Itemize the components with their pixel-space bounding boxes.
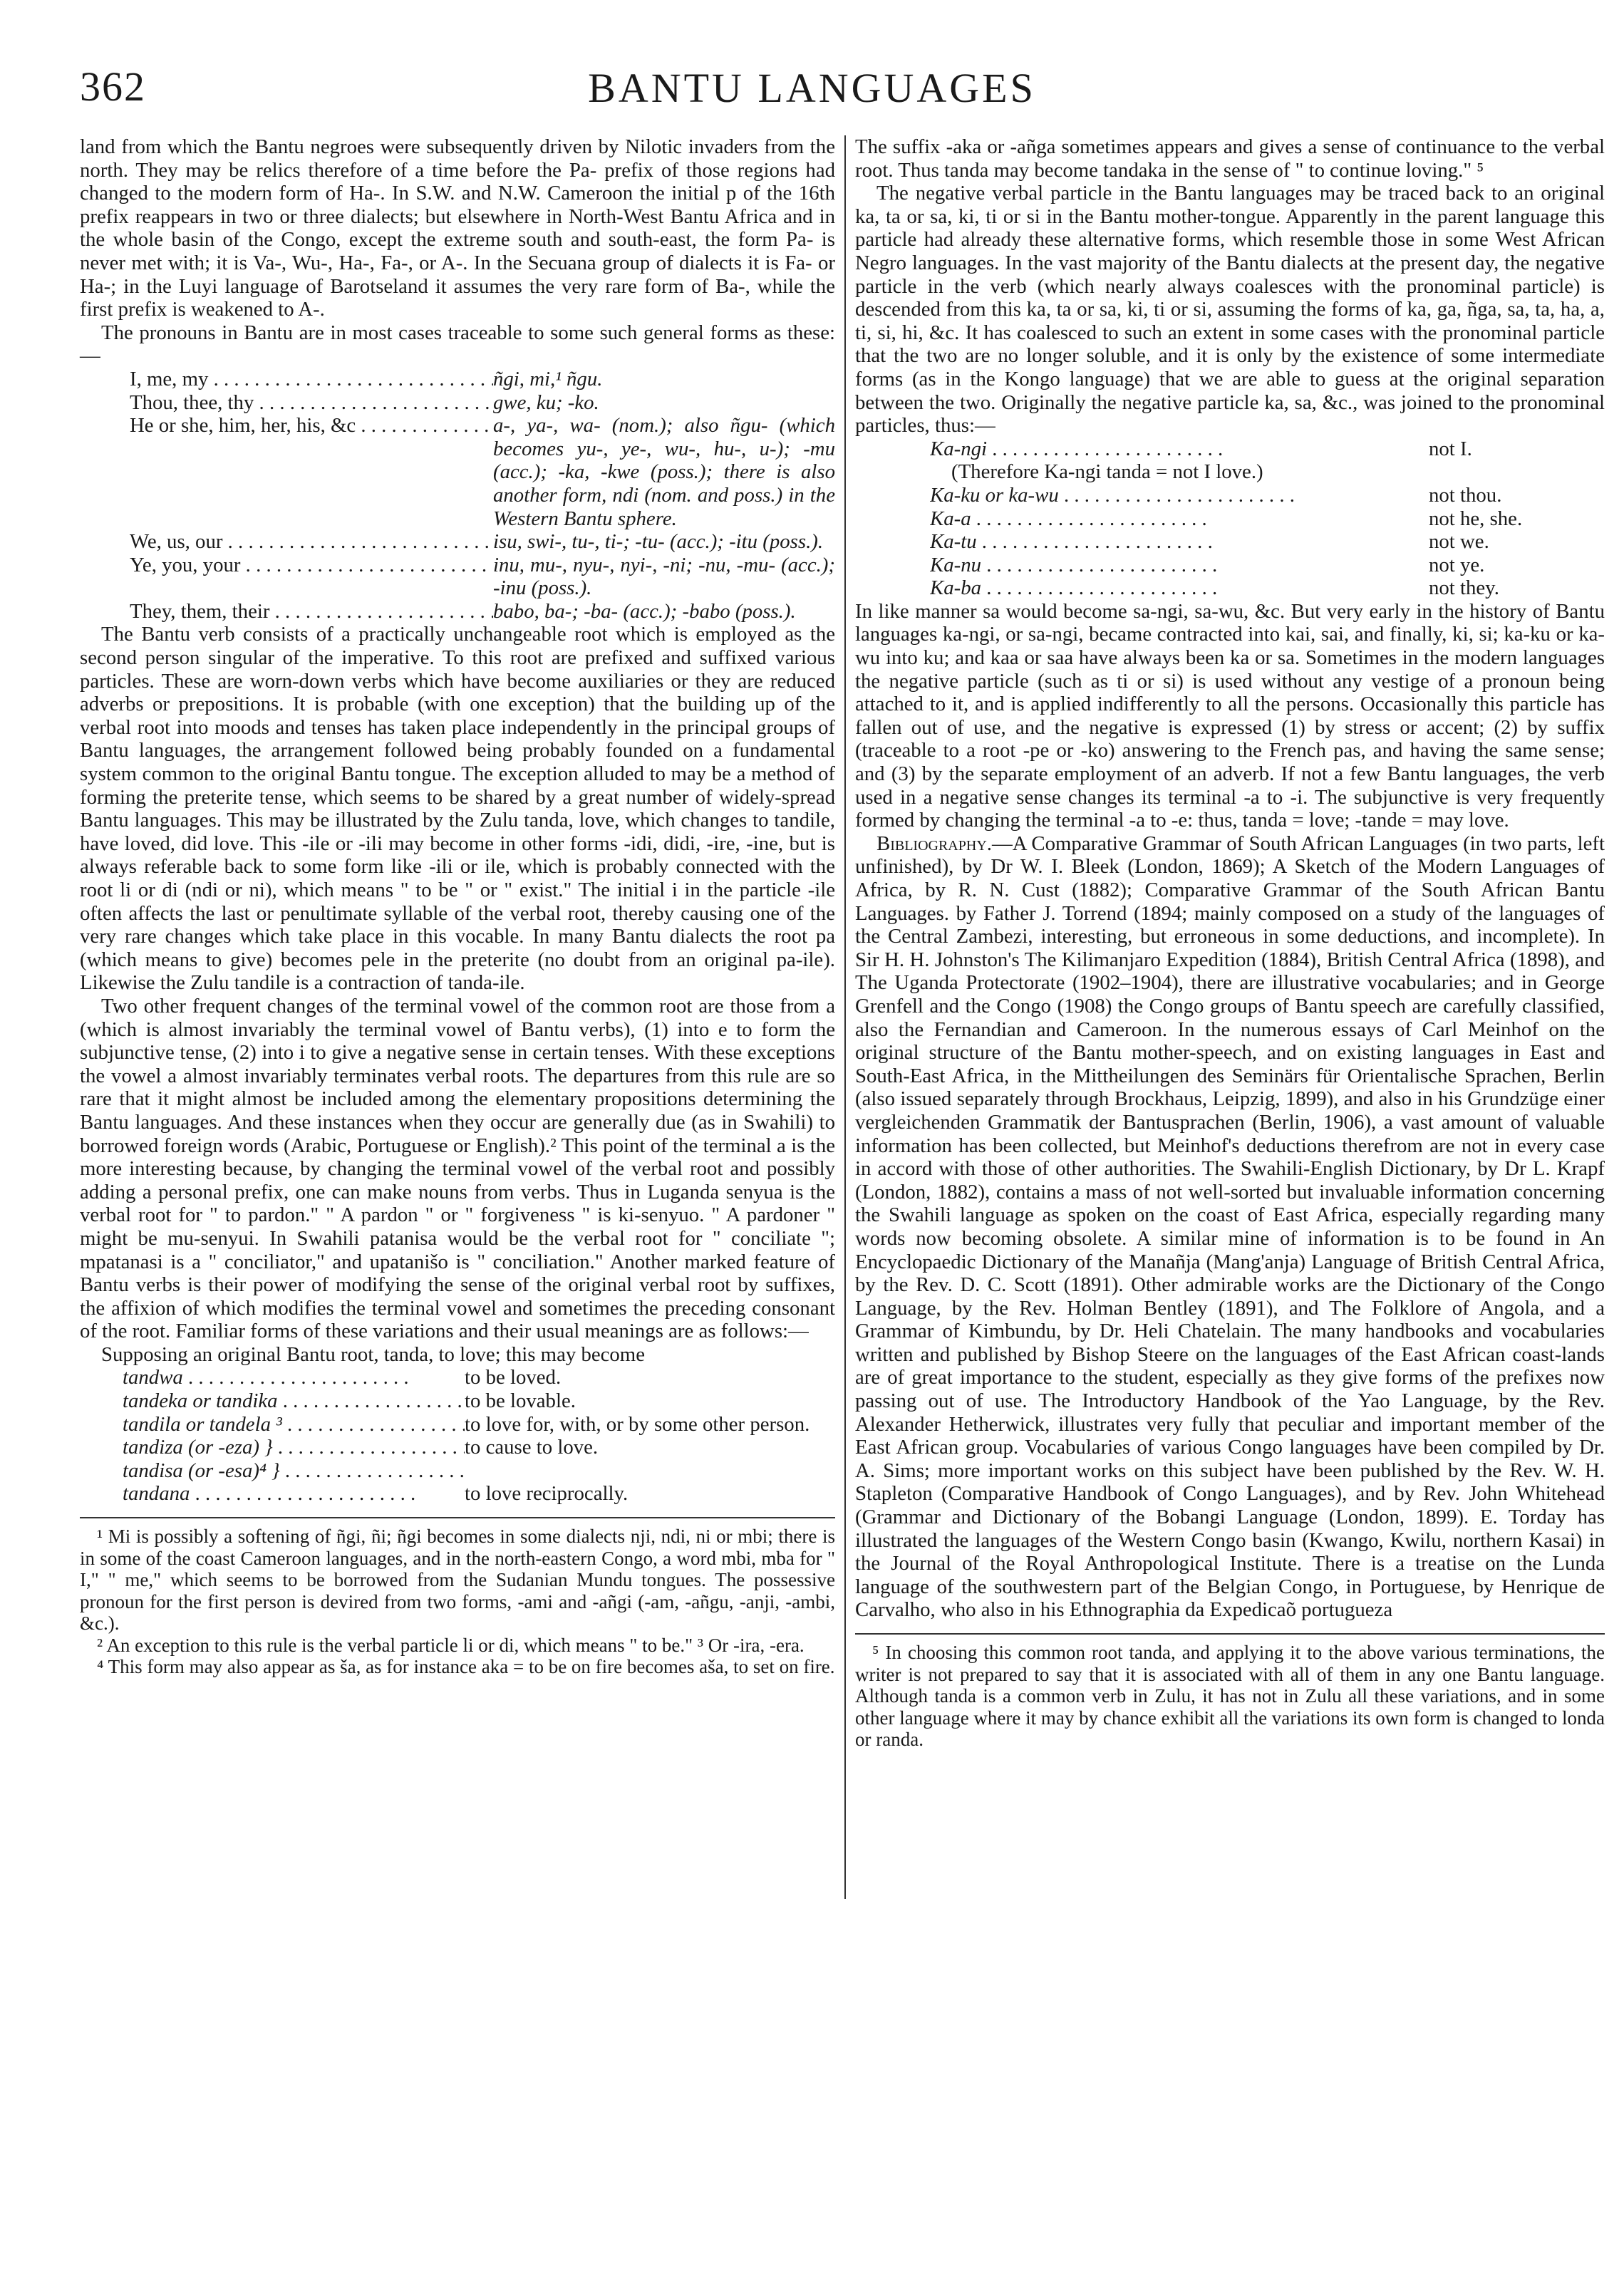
negative-meaning: not we. xyxy=(1429,530,1489,554)
left-column xyxy=(80,135,835,1678)
variation-meaning: to love for, with, or by some other person. xyxy=(465,1412,810,1436)
bibliography-paragraph xyxy=(855,832,1605,1622)
paragraph: The suffix -aka or -añga sometimes appears and gives a sense of continuance to the verbal root. Thus tanda may become tandaka in the sense of " to continue loving." ⁵ xyxy=(855,135,1605,182)
pronoun-label: I, me, my . . . xyxy=(130,368,493,391)
paragraph: Two other frequent changes of the terminal vowel of the common root are those from a (which is almost invariably the terminal vowel of Bantu verbs), (1) into e to form the subjunctive tense, (2) into i to give a negative sense in certain tenses. With these exceptions the vowel a almost invariably terminates verbal roots. The departures from this rule are so rare that it might almost be included among the elementary propositions determining the Bantu languages. And these instances when they occur are generally due (as in Swahili) to borrowed foreign words (Arabic, Portuguese or English).² This point of the terminal a is the more interesting because, by changing the terminal vowel of the verbal root and possibly adding a personal prefix, one can make nouns from verbs. Thus in Luganda senyua is the verbal root for " to pardon." " A pardon " or " forgiveness " is ki-senyuo. " A pardoner " might be mu-senyui. In Swahili patanisa would be the verbal root for " conciliate "; mpatanasi is a " conciliator," and upatanišo is " conciliation." Another marked feature of Bantu verbs is their power of modifying the sense of the original verbal root by suffixes, the affixion of which modifies the terminal vowel and sometimes the preceding consonant of the root. Familiar forms of these variations and their usual meanings are as follows:— xyxy=(80,994,835,1343)
footnotes xyxy=(80,1526,835,1678)
negative-form: Ka-tu . . . xyxy=(930,530,1429,554)
negative-note: (Therefore Ka-ngi tanda = not I love.) xyxy=(951,460,1263,484)
pronoun-label: Ye, you, your . . . xyxy=(130,554,493,600)
negative-form: Ka-ku or ka-wu . . . xyxy=(930,484,1429,507)
pronoun-label: Thou, thee, thy . . . xyxy=(130,391,493,415)
negative-form: Ka-nu . . . xyxy=(930,554,1429,577)
verb-variation-table xyxy=(123,1366,835,1506)
pronoun-label: We, us, our . . . xyxy=(130,530,493,554)
variation-form: tandwa . . . xyxy=(123,1366,465,1389)
pronoun-forms: inu, mu-, nyu-, nyi-, -ni; -nu, -mu- (acc.); -inu (poss.). xyxy=(493,553,835,600)
page-number: 362 xyxy=(80,63,146,110)
bibliography-text: —A Comparative Grammar of South African Languages (in two parts, left unfinished), by Dr W. I. Bleek (London, 1869); A Sketch of the Modern Languages of Africa, by R. N. Cust (1882); Comparative Grammar of the South African Bantu Languages. by Father J. Torrend (1894; mainly composed on a study of the languages of the Central Zambezi, interesting, but erroneous in some deductions, and incomplete). In Sir H. H. Johnston's The Kilimanjaro Expedition (1884), British Central Africa (1898), and The Uganda Protectorate (1902–1904), there are illustrative vocabularies; and in George Grenfell and the Congo (1908) the Congo groups of Bantu speech are carefully classified, also the Fernandian and Cameroon. In the numerous essays of Carl Meinhof on the original structure of the Bantu mother-speech, and on existing languages in East and South-East Africa, in the Mittheilungen des Seminärs für Orientalische Sprachen, Berlin (also issued separately through Brockhaus, Leipzig, 1899), and also in his Grundzüge einer vergleichenden Grammatik der Bantusprachen (Berlin, 1906), a vast amount of valuable information has been collected, but Meinhof's deductions therefrom are not in every case in accord with those of other authorities. The Swahili-English Dictionary, by Dr L. Krapf (London, 1882), contains a mass of not well-sorted but invaluable information concerning the Swahili language as spoken on the coast of East Africa, especially regarding many words now becoming obsolete. A similar mine of information is to be found in An Encyclopaedic Dictionary of the Manañja (Mang'anja) Language of British Central Africa, by the Rev. D. C. Scott (1891). Other admirable works are the Dictionary of the Congo Language, by the Rev. Holman Bentley (1891), and The Folklore of Angola, and a Grammar of Kimbundu, by Dr. Heli Chatelain. The many handbooks and vocabularies written and published by Bishop Steere on the languages of the East African coast-lands are of great importance to the student, especially as they give forms of the prefixes now passing out of use. The Introductory Handbook of the Yao Language, by the Rev. Alexander Hetherwick, illustrates very fully that peculiar and important member of the East African group. Vocabularies of various Congo languages have been compiled by Dr. A. Sims; more important works on this subject have been published by the Rev. W. H. Stapleton (Comparative Handbook of Congo Languages), and by Rev. John Whitehead (Grammar and Dictionary of the Bobangi Language (London, 1899). E. Torday has illustrated the languages of the Western Congo basin (Kwango, Kwilu, northern Kasai) in the Journal of the Royal Anthropological Institute. There is a treatise on the Lunda language of the southwestern part of the Belgian Congo, in Portuguese, by Henrique de Carvalho, who also in his Ethnographia da Expedicaõ portugueza xyxy=(855,832,1605,1622)
paragraph: land from which the Bantu negroes were subsequently driven by Nilotic invaders from the north. They may be relics therefore of a time before the Pa- prefix of those regions had changed to the modern form of Ha-. In S.W. and N.W. Cameroon the initial p of the 16th prefix reappears in two or three dialects; but elsewhere in North-West Bantu Africa and in the whole basin of the Congo, except the extreme south and south-east, the form Pa- is never met with; it is Va-, Wu-, Ha-, Fa-, or A-. In the Secuana group of dialects it is Fa- or Ha-; in the Luyi language of Barotseland it assumes the very rare form of Ba-, while the first prefix is weakened to A-. xyxy=(80,135,835,321)
pronoun-forms: isu, swi-, tu-, ti-; -tu- (acc.); -itu (poss.). xyxy=(493,530,824,554)
paragraph: In like manner sa would become sa-ngi, sa-wu, &c. But very early in the history of Bantu languages ka-ngi, or sa-ngi, became contracted into kai, sai, and finally, ki, si; ka-ku or ka-wu into ku; and kaa or saa have always been ka or sa. Sometimes in the modern languages the negative particle (such as ti or si) is used without any vestige of a pronoun being attached to it, and is applied indifferently to all the persons. Occasionally this particle has fallen out of use, and the negative is expressed (1) by stress or accent; (2) by suffix (traceable to a root -pe or -ko) answering to the French pas, and having the same sense; and (3) by the separate employment of an adverb. If not a few Bantu languages, the verb used in a negative sense changes its terminal -a to -i. The subjunctive is very frequently formed by changing the terminal -a to -e: thus, tanda = love; -tande = may love. xyxy=(855,599,1605,832)
column-divider xyxy=(844,135,846,1899)
negative-form: Ka-ba . . . xyxy=(930,576,1429,600)
variation-meaning: to love reciprocally. xyxy=(465,1482,629,1506)
negative-form: Ka-a . . . xyxy=(930,507,1429,531)
negative-meaning: not he, she. xyxy=(1429,507,1523,530)
pronoun-label: They, them, their . . . xyxy=(130,600,493,623)
variation-form: tandiza (or -eza) } . . . xyxy=(123,1436,465,1459)
negative-form: Ka-ngi . . . xyxy=(930,437,1429,461)
footnote: ¹ Mi is possibly a softening of ñgi, ñi; ñgi becomes in some dialects nji, ndi, ni or mbi; there is in some of the coast Cameroon languages, and in the north-eastern Congo, a word mbi, mba for " I," " me," which seems to be borrowed from the Sudanian Mundu tongues. The possessive pronoun for the first person is devired from two forms, -ami and -añgi (-am, -añgu, -anji, -ambi, &c.). xyxy=(80,1526,835,1635)
variation-meaning: to cause to love. xyxy=(465,1436,599,1459)
footnote-rule xyxy=(855,1633,1605,1635)
variation-form: tandisa (or -esa)⁴ } . . . xyxy=(123,1459,465,1483)
negative-meaning: not thou. xyxy=(1429,483,1502,507)
right-column xyxy=(855,135,1605,1751)
bibliography-heading: Bibliography. xyxy=(876,832,992,855)
footnote: ⁵ In choosing this common root tanda, and applying it to the above various terminations, the writer is not prepared to say that it is associated with all of them in any one Bantu language. Although tanda is a common verb in Zulu, it has not in Zulu all these variations, and in some other language where it may by chance exhibit all the variations its own form is changed to londa or randa. xyxy=(855,1642,1605,1750)
pronoun-forms: a-, ya-, wa- (nom.); also ñgu- (which becomes yu-, ye-, wu-, hu-, u-); -mu (acc.); -ka, -kwe (poss.); there is also another form, ndi (nom. and poss.) in the Western Bantu sphere. xyxy=(493,414,835,530)
paragraph: The negative verbal particle in the Bantu languages may be traced back to an original ka, ta or sa, ki, ti or si in the Bantu mother-tongue. Apparently in the parent language this particle had already these alternative forms, which resemble those in some West African Negro languages. In the vast majority of the Bantu dialects at the present day, the negative particle in the verb (which nearly always coalesces with the pronominal particle) is descended from this ka, ta or sa, ki, ti or si, assuming the forms of ka, ga, ñga, sa, ta, ha, a, ti, si, hi, &c. It has coalesced to such an extent in some cases with the pronominal particle that the two are no longer soluble, and it is only by the existence of some intermediate forms (as in the Kongo language) that we are able to guess at the original separation between the two. Originally the negative particle ka, sa, &c., was joined to the pronominal particles, thus:— xyxy=(855,182,1605,437)
paragraph: The pronouns in Bantu are in most cases traceable to some such general forms as these:— xyxy=(80,321,835,368)
negative-meaning: not ye. xyxy=(1429,553,1485,576)
variation-meaning xyxy=(465,1459,835,1483)
footnote: ² An exception to this rule is the verbal particle li or di, which means " to be." ³ Or -ira, -era. xyxy=(97,1634,805,1656)
pronoun-forms: ñgi, mi,¹ ñgu. xyxy=(493,367,603,390)
variation-form: tandila or tandela ³ . . . xyxy=(123,1413,465,1436)
negative-meaning: not I. xyxy=(1429,437,1472,460)
variation-meaning: to be loved. xyxy=(465,1366,562,1389)
pronoun-label: He or she, him, her, his, &c . . . xyxy=(130,414,493,530)
pronoun-forms: babo, ba-; -ba- (acc.); -babo (poss.). xyxy=(493,599,796,623)
footnote-rule xyxy=(80,1517,835,1518)
negative-meaning: not they. xyxy=(1429,576,1499,600)
variation-form: tandana . . . xyxy=(123,1482,465,1506)
footnotes xyxy=(855,1642,1605,1751)
variation-form: tandeka or tandika . . . xyxy=(123,1389,465,1413)
pronoun-table xyxy=(130,368,835,623)
variation-meaning: to be lovable. xyxy=(465,1389,576,1413)
footnote: ⁴ This form may also appear as ša, as for instance aka = to be on fire becomes aša, to set on fire. xyxy=(97,1656,835,1678)
paragraph: Supposing an original Bantu root, tanda, to love; this may become xyxy=(101,1342,645,1366)
running-title: BANTU LANGUAGES xyxy=(588,65,1036,111)
pronoun-forms: gwe, ku; -ko. xyxy=(493,390,599,414)
paragraph: The Bantu verb consists of a practically unchangeable root which is employed as the second person singular of the imperative. To this root are prefixed and suffixed various particles. These are worn-down verbs which have become auxiliaries or they are reduced adverbs or prepositions. It is probable (with one exception) that the building up of the verbal root into moods and tenses has taken place independently in the principal groups of Bantu languages, the arrangement followed being probably founded on a fundamental system common to the original Bantu tongue. The exception alluded to may be a method of forming the preterite tense, which seems to be shared by a great number of widely-spread Bantu languages. This may be illustrated by the Zulu tanda, love, which changes to tandile, have loved, did love. This -ile or -ili may become in other forms -idi, didi, -ire, -ine, but is always referable back to some form like -ili or ile, which is probably connected with the root li or di (ndi or ni), which means " to be " or " exist." The initial i in the particle -ile often affects the last or penultimate syllable of the verbal root, thereby causing one of the very rare changes which take place in this vocable. In many Bantu dialects the root pa (which means to give) becomes pele in the preterite (no doubt from an original pa-ile). Likewise the Zulu tandile is a contraction of tanda-ile. xyxy=(80,623,835,995)
negative-particle-table xyxy=(930,437,1605,600)
